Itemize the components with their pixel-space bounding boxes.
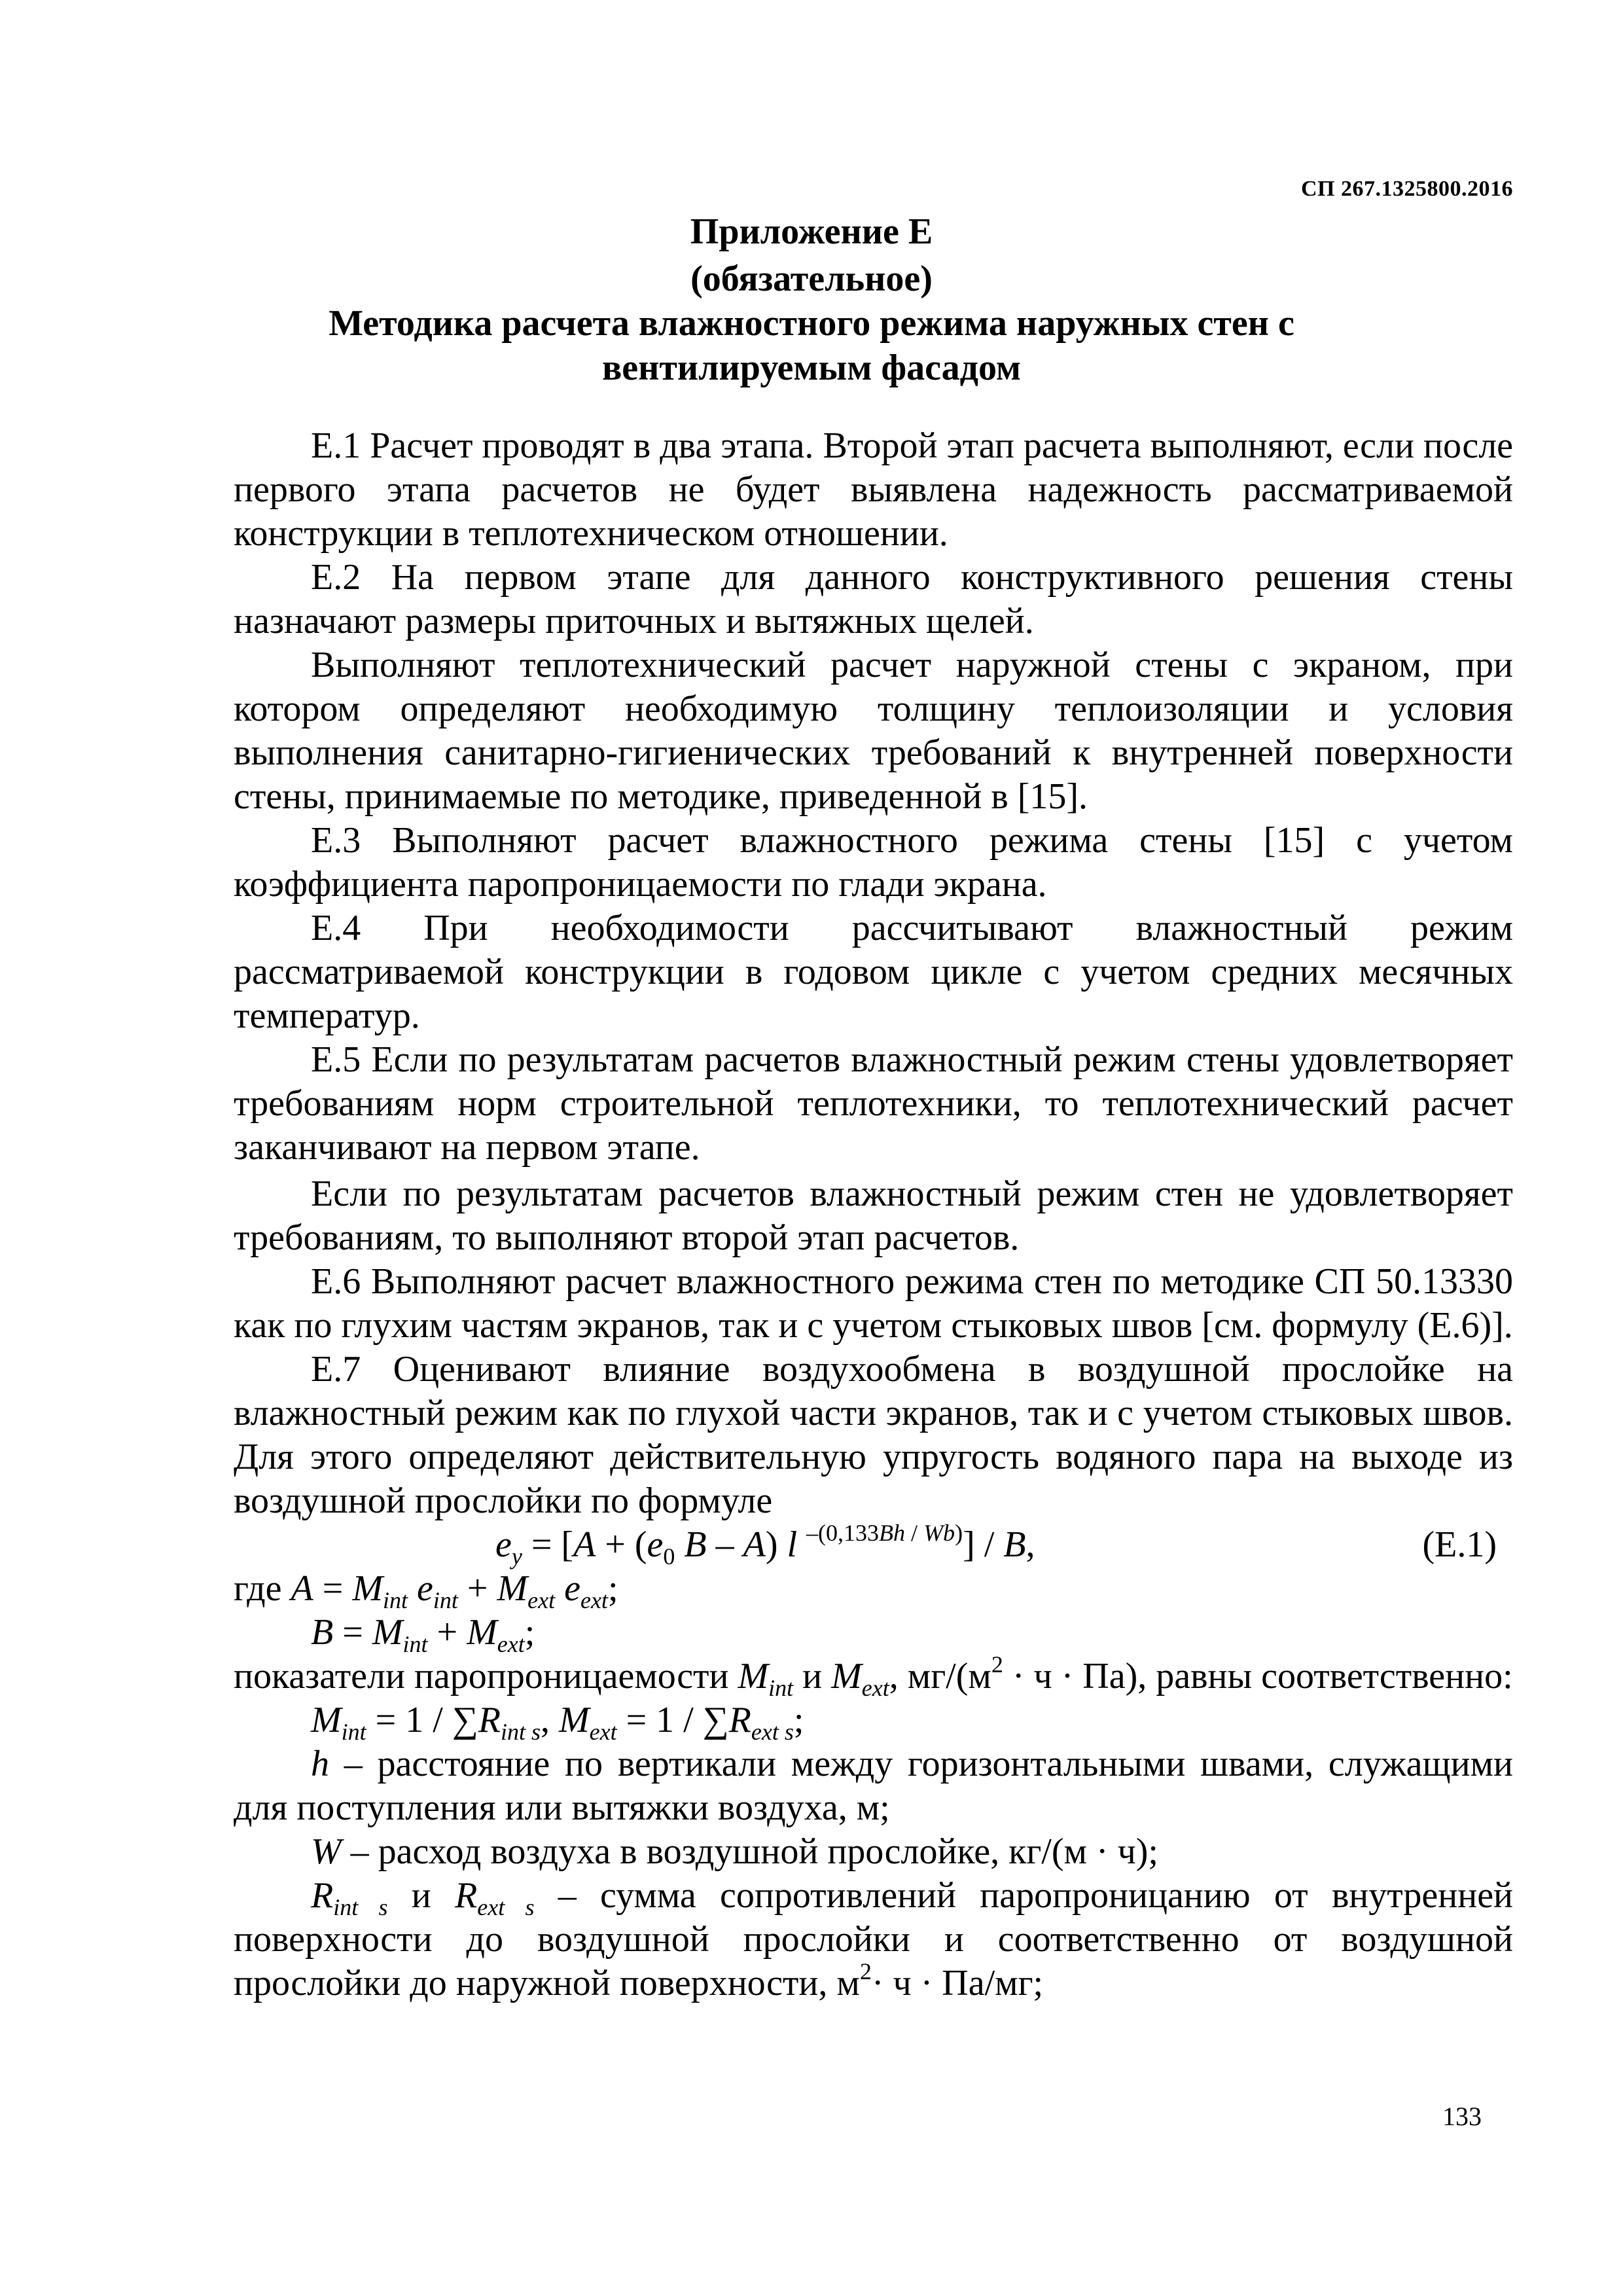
definition-a: где $A = M_{int}$ $e_{int} + M_{ext}$ $e_{ext}$;	[234, 1568, 618, 1613]
appendix-heading-line-1: Методика расчета влажностного режима наружных стен с	[329, 303, 1294, 344]
paragraph-thermal-calc: Выполняют теплотехнический расчет наружной стены с экраном, при котором определяют необходимую толщину теплоизоляции и условия выполнения санитарно-гигиенических требований к внутренней поверхности стены, принимаемые по методике, приведенной в [15].	[234, 645, 1513, 817]
paragraph-e6: Е.6 Выполняют расчет влажностного режима стен по методике СП 50.13330 как по глухим частям экранов, так и с учетом стыковых швов [см. формулу (Е.6)].	[234, 1261, 1513, 1346]
definition-w: W – расход воздуха в воздушной прослойке, кг/(м · ч);	[311, 1831, 1158, 1872]
paragraph-second-stage: Если по результатам расчетов влажностный режим стен не удовлетворяет требованиям, то выполняют второй этап расчетов.	[234, 1174, 1513, 1258]
paragraph-e7: Е.7 Оценивают влияние воздухообмена в воздушной прослойке на влажностный режим как по глухой части экранов, так и с учетом стыковых швов. Для этого определяют действительную упругость водяного пара на выходе из воздушной прослойки по формуле	[234, 1349, 1513, 1521]
definition-h: h – расстояние по вертикали между горизонтальными швами, служащими для поступления или вытяжки воздуха, м;	[234, 1744, 1513, 1828]
appendix-heading-line-2: вентилируемым фасадом	[601, 348, 1022, 388]
formula-e1-expression: $e_y = [A + (e_0$ B – A) l $^{-(0,133Bh / Wb)}$] / B,	[495, 1520, 1035, 1570]
paragraph-e5: Е.5 Если по результатам расчетов влажностный режим стены удовлетворяет требованиям норм строительной теплотехники, то теплотехнический расчет заканчивают на первом этапе.	[234, 1039, 1513, 1168]
page-number: 133	[1442, 2102, 1482, 2131]
document-body	[234, 424, 1513, 2005]
definition-b: $B = M_{int} + M_{ext}$;	[311, 1612, 535, 1657]
appendix-status: (обязательное)	[690, 259, 933, 299]
paragraph-e2: Е.2 На первом этапе для данного конструктивного решения стены назначают размеры приточных и вытяжных щелей.	[234, 557, 1513, 641]
formula-e1-number: (Е.1)	[1422, 1524, 1497, 1565]
formula-e1	[234, 1520, 1513, 1570]
paragraph-e1: Е.1 Расчет проводят в два этапа. Второй этап расчета выполняют, если после первого этапа расчетов не будет выявлена надежность рассматриваемой конструкции в теплотехническом отношении.	[234, 425, 1513, 554]
definition-r: $R_{int s}$ и $R_{ext s}$ – сумма сопротивлений паропроницанию от внутренней поверхности до воздушной прослойки и соответственно от воздушной прослойки до наружной поверхности, $м^2\cdot ч \cdot Па/мг$;	[234, 1875, 1514, 2003]
appendix-title: Приложение Е	[690, 211, 933, 252]
definition-permeability: показатели паропроницаемости $M_{int}$ и $M_{ext}$, $мг/(м^2 \cdot ч \cdot Па)$, равны соответственно:	[234, 1651, 1513, 1701]
document-code: СП 267.1325800.2016	[1301, 177, 1513, 201]
paragraph-e4: Е.4 При необходимости рассчитывают влажностный режим рассматриваемой конструкции в годовом цикле с учетом средних месячных температур.	[234, 908, 1513, 1036]
definition-m-values: $M_{int} = 1 / \sum R_{int s}$, $M_{ext} = 1 / \sum R_{ext s}$;	[311, 1700, 804, 1745]
paragraph-e3: Е.3 Выполняют расчет влажностного режима стены [15] с учетом коэффициента паропроницаемости по глади экрана.	[234, 820, 1513, 905]
